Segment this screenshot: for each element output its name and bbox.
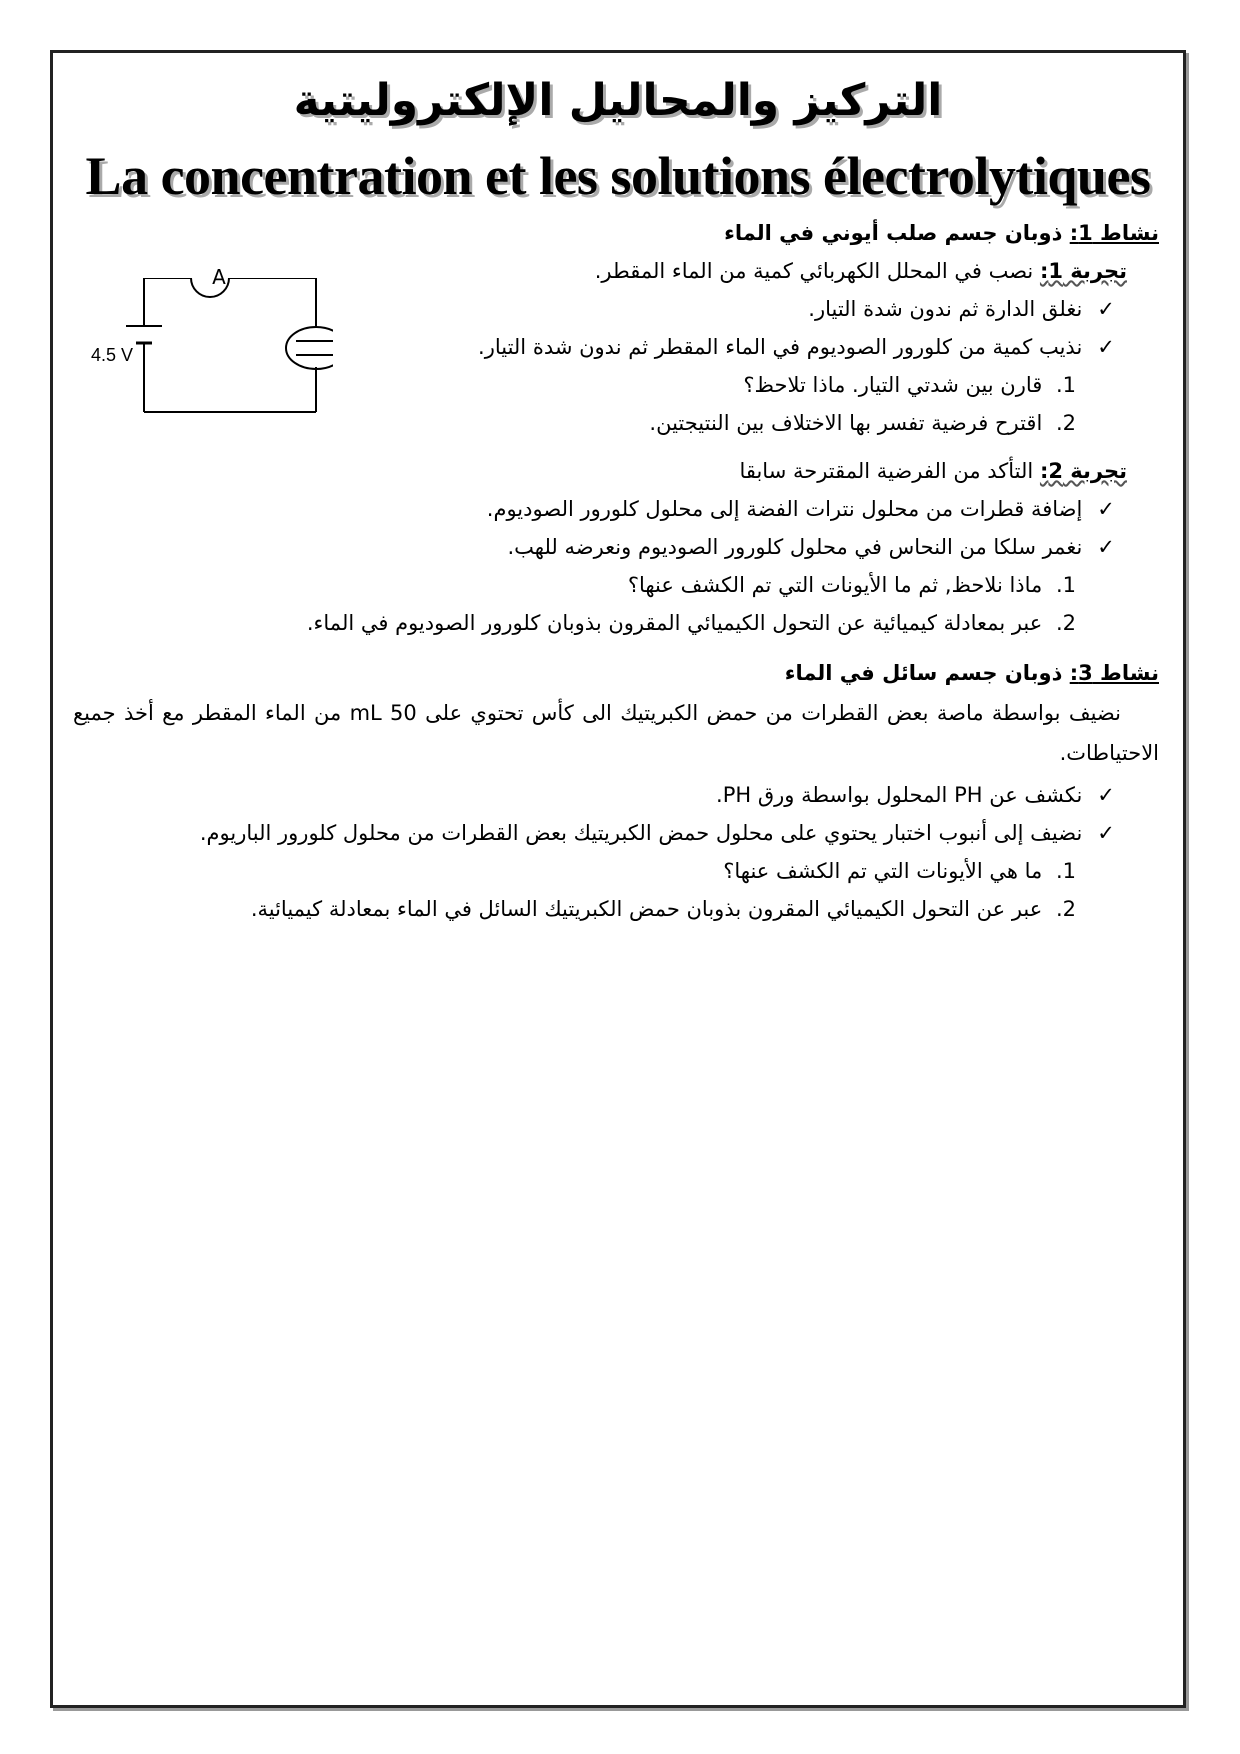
- activity1-label: نشاط 1:: [1069, 221, 1159, 245]
- ammeter-label: A: [212, 265, 226, 289]
- step-text: نذيب كمية من كلورور الصوديوم في الماء المقطر ثم ندون شدة التيار.: [478, 335, 1083, 359]
- activity3-heading: [785, 661, 1159, 685]
- activity1-heading: [724, 221, 1159, 245]
- experiment2-step-2: [508, 535, 1124, 559]
- step-text: إضافة قطرات من محلول نترات الفضة إلى محلول كلورور الصوديوم.: [486, 497, 1083, 521]
- check-icon: ✓: [1097, 297, 1115, 321]
- experiment2-intro: [739, 459, 1127, 483]
- title-french: La concentration et les solutions électrolytiques: [85, 146, 1151, 206]
- question-number: 1.: [1055, 859, 1077, 883]
- voltage-label: 4.5 V: [91, 345, 134, 365]
- experiment2-step-1: [487, 497, 1123, 521]
- question-number: 1.: [1055, 573, 1077, 597]
- question-text: عبر عن التحول الكيميائي المقرون بذوبان حمض الكبريتيك السائل في الماء بمعادلة كيميائية.: [250, 897, 1043, 921]
- experiment1-question-1: [743, 373, 1083, 397]
- question-text: اقترح فرضية تفسر بها الاختلاف بين النتيجتين.: [649, 411, 1043, 435]
- experiment2-text: التأكد من الفرضية المقترحة سابقا: [739, 459, 1034, 483]
- activity3-title: ذوبان جسم سائل في الماء: [784, 661, 1063, 685]
- page-frame: [50, 50, 1186, 1708]
- experiment1-step-2: [478, 335, 1123, 359]
- experiment1-question-2: [649, 411, 1083, 435]
- question-number: 2.: [1055, 897, 1077, 921]
- experiment1-text: نصب في المحلل الكهربائي كمية من الماء المقطر.: [594, 259, 1034, 283]
- experiment2-question-2: [307, 611, 1083, 635]
- activity1-title: ذوبان جسم صلب أيوني في الماء: [724, 221, 1063, 245]
- step-text: نغمر سلكا من النحاس في محلول كلورور الصوديوم ونعرضه للهب.: [507, 535, 1083, 559]
- experiment1-step-1: [808, 297, 1123, 321]
- question-number: 2.: [1055, 611, 1077, 635]
- question-text: ماذا نلاحظ, ثم ما الأيونات التي تم الكشف عنها؟: [627, 573, 1043, 597]
- check-icon: ✓: [1097, 783, 1115, 807]
- activity3-label: نشاط 3:: [1069, 661, 1159, 685]
- question-number: 2.: [1055, 411, 1077, 435]
- question-text: قارن بين شدتي التيار. ماذا تلاحظ؟: [743, 373, 1043, 397]
- check-icon: ✓: [1097, 821, 1115, 845]
- activity3-step-1: [716, 783, 1123, 807]
- activity3-paragraph: نضيف بواسطة ماصة بعض القطرات من حمض الكبريتيك الى كأس تحتوي على 50 mL من الماء المقطر مع أخذ جميع الاحتياطات.: [73, 701, 1159, 765]
- experiment2-label: تجربة 2:: [1039, 459, 1127, 483]
- question-text: عبر بمعادلة كيميائية عن التحول الكيميائي المقرون بذوبان كلورور الصوديوم في الماء.: [306, 611, 1043, 635]
- electrolyzer-cell: [286, 327, 333, 369]
- activity3-question-2: [251, 897, 1083, 921]
- experiment2-question-1: [628, 573, 1083, 597]
- activity3-question-1: [723, 859, 1083, 883]
- activity3-step-2: [200, 821, 1123, 845]
- question-text: ما هي الأيونات التي تم الكشف عنها؟: [723, 859, 1043, 883]
- check-icon: ✓: [1097, 497, 1115, 521]
- check-icon: ✓: [1097, 335, 1115, 359]
- title-arabic: التركيز والمحاليل الإلكتروليتية: [293, 75, 943, 126]
- question-number: 1.: [1055, 373, 1077, 397]
- step-text: نضيف إلى أنبوب اختبار يحتوي على محلول حمض الكبريتيك بعض القطرات من محلول كلورور الباريوم.: [199, 821, 1083, 845]
- experiment1-label: تجربة 1:: [1039, 259, 1127, 283]
- step-text: نغلق الدارة ثم ندون شدة التيار.: [808, 297, 1083, 321]
- experiment1-intro: [595, 259, 1127, 283]
- check-icon: ✓: [1097, 535, 1115, 559]
- step-text: نكشف عن PH المحلول بواسطة ورق PH.: [716, 783, 1083, 807]
